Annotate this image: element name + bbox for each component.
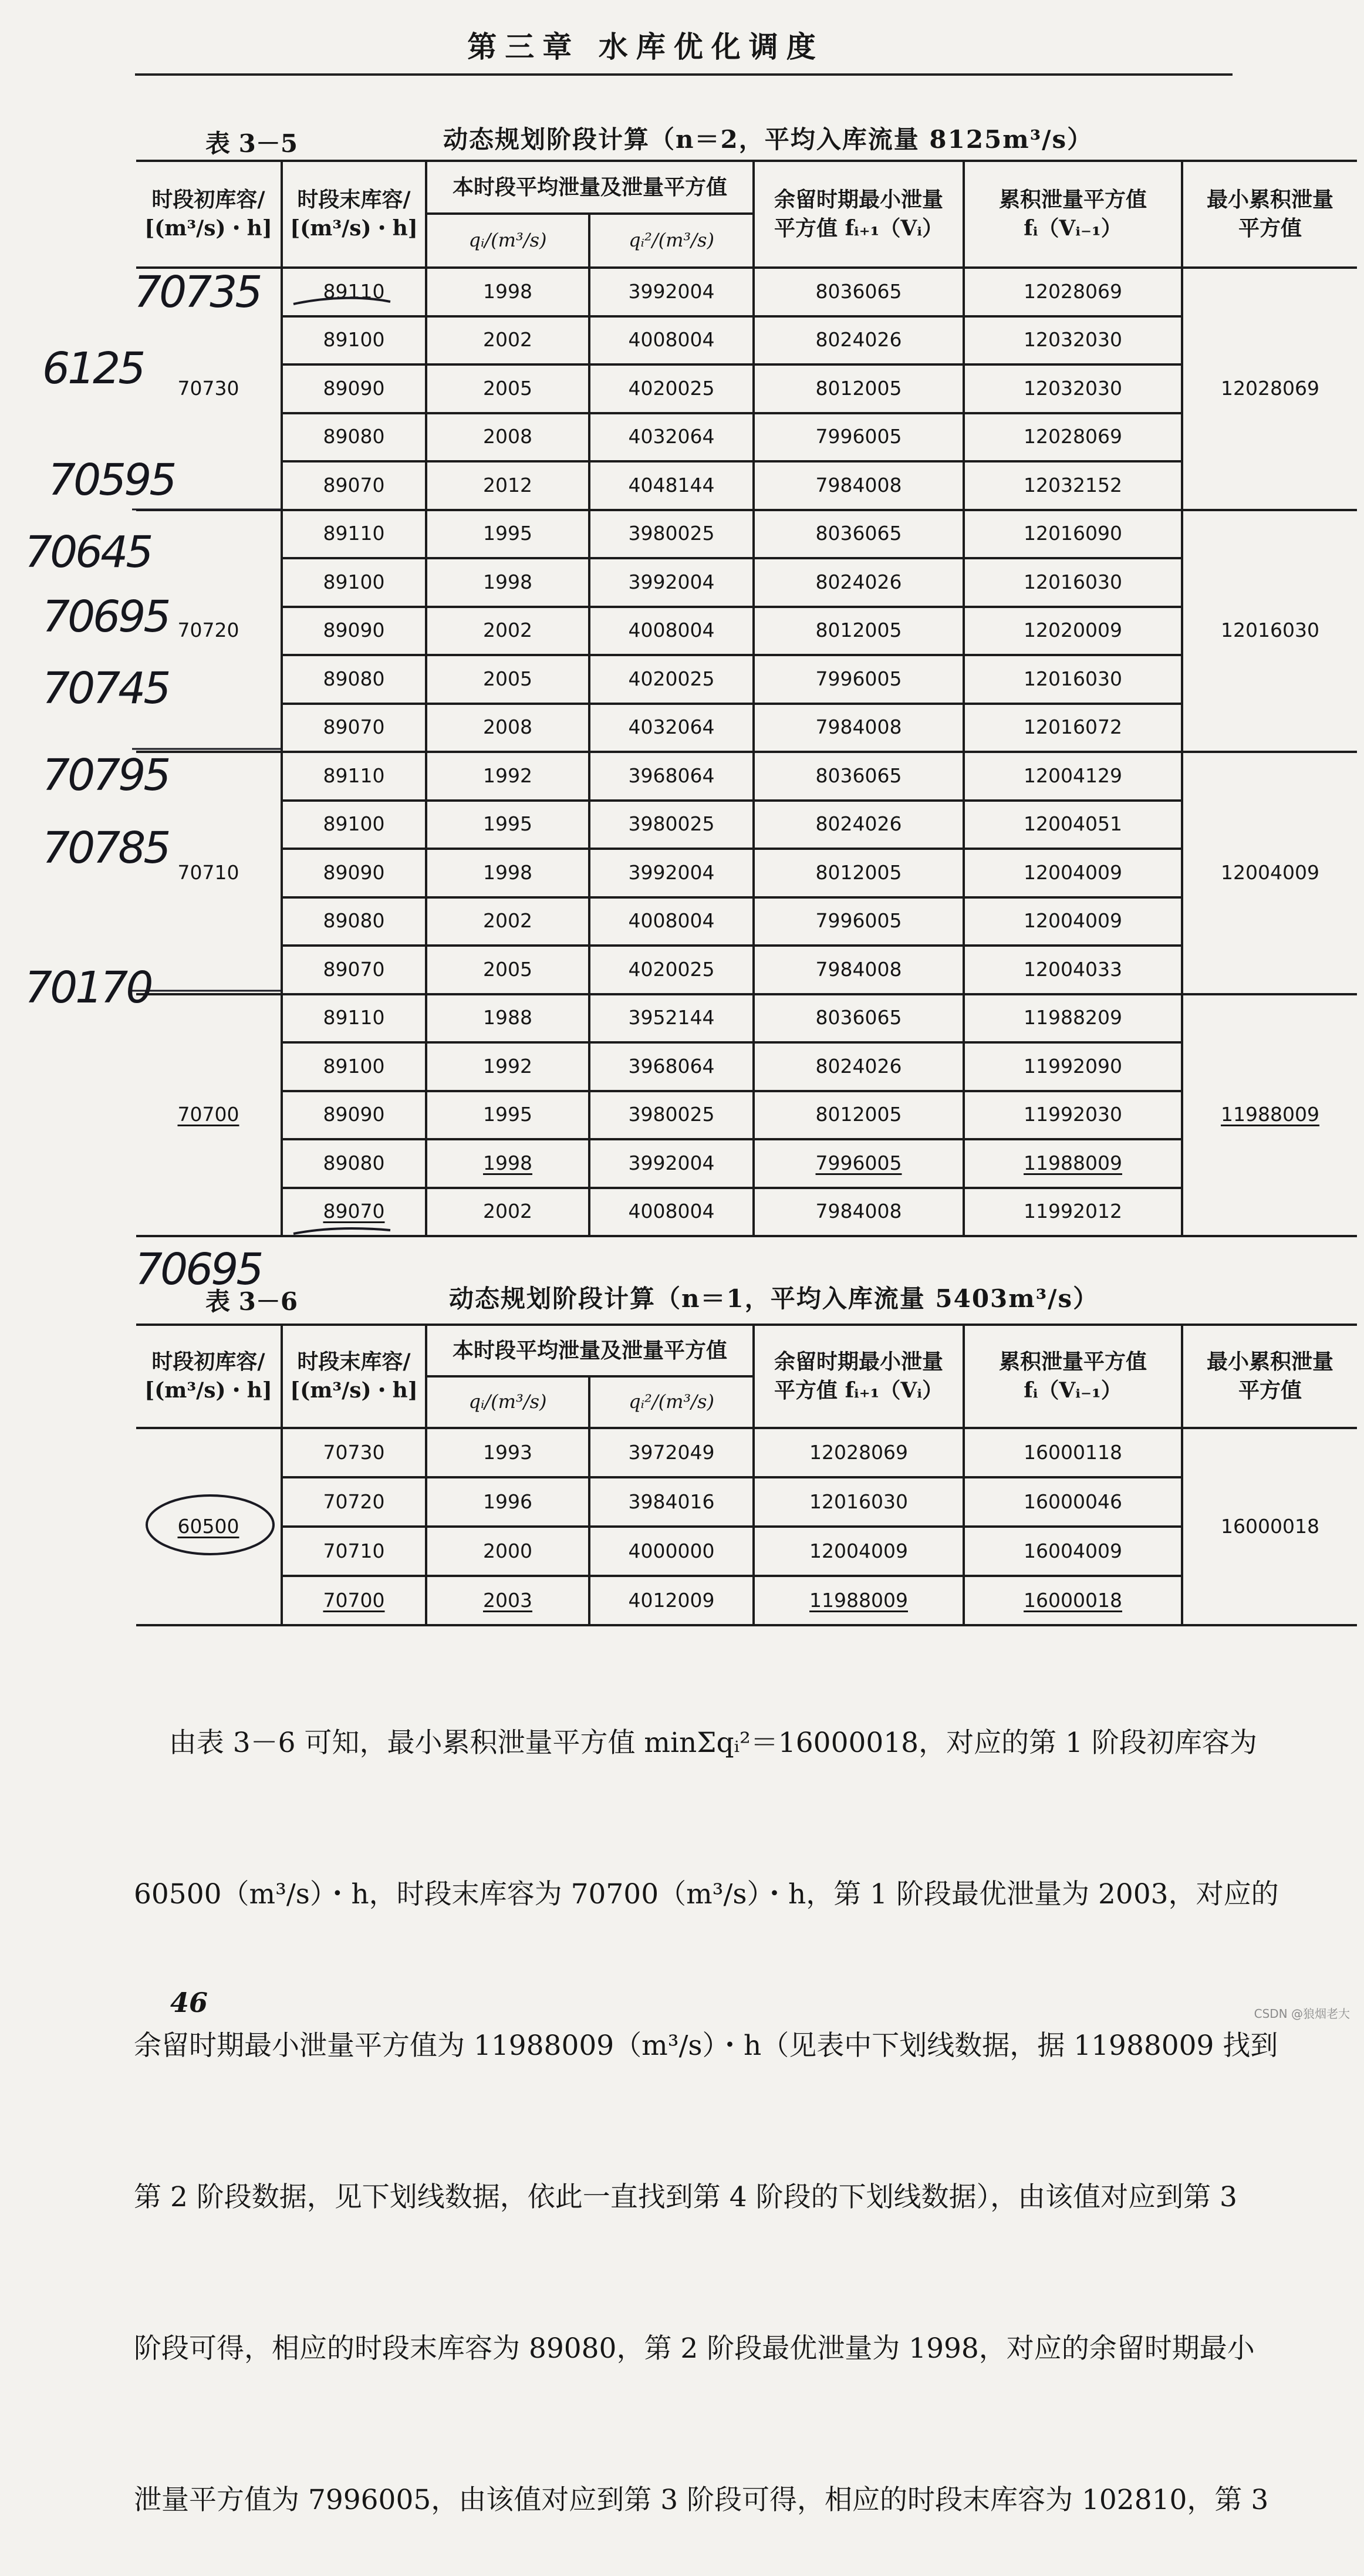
data-cell: 12028069 bbox=[964, 268, 1182, 316]
data-cell: 7984008 bbox=[754, 461, 964, 510]
data-cell: 8012005 bbox=[754, 607, 964, 656]
data-cell: 1995 bbox=[426, 510, 589, 559]
data-cell: 12032030 bbox=[964, 316, 1182, 365]
header-q: qᵢ/(m³/s) bbox=[426, 1376, 589, 1428]
data-cell: 11988009 bbox=[964, 1139, 1182, 1188]
data-cell: 2002 bbox=[426, 607, 589, 656]
data-cell: 12004033 bbox=[964, 946, 1182, 994]
data-cell: 12028069 bbox=[754, 1428, 964, 1477]
data-cell: 7996005 bbox=[754, 1139, 964, 1188]
table6-number: 表 3－6 bbox=[205, 1287, 298, 1316]
data-cell: 3968064 bbox=[589, 1042, 754, 1091]
data-cell: 89110 bbox=[282, 510, 426, 559]
data-cell: 2005 bbox=[426, 364, 589, 413]
data-cell: 89110 bbox=[282, 752, 426, 801]
data-cell: 16000118 bbox=[964, 1428, 1182, 1477]
min-cumulative-cell: 12016030 bbox=[1182, 510, 1357, 752]
header-end-storage: 时段末库容/ [(m³/s)・h] bbox=[282, 1325, 426, 1428]
header-min-cumulative: 最小累积泄量 平方值 bbox=[1182, 161, 1357, 268]
data-cell: 89070 bbox=[282, 704, 426, 752]
data-cell: 4008004 bbox=[589, 607, 754, 656]
data-cell: 3952144 bbox=[589, 994, 754, 1043]
data-cell: 1995 bbox=[426, 1091, 589, 1140]
start-storage-cell: 70710 bbox=[136, 752, 282, 994]
data-cell: 3980025 bbox=[589, 510, 754, 559]
data-cell: 12004009 bbox=[754, 1527, 964, 1576]
header-q: qᵢ/(m³/s) bbox=[426, 214, 589, 268]
data-cell: 12016030 bbox=[754, 1477, 964, 1527]
handwritten-note: 70785 bbox=[42, 823, 169, 873]
data-cell: 89090 bbox=[282, 364, 426, 413]
data-cell: 1992 bbox=[426, 752, 589, 801]
header-cumulative: 累积泄量平方值 fᵢ（Vᵢ₋₁） bbox=[964, 1325, 1182, 1428]
data-cell: 11992012 bbox=[964, 1188, 1182, 1237]
data-cell: 4020025 bbox=[589, 655, 754, 704]
data-cell: 11992090 bbox=[964, 1042, 1182, 1091]
data-cell: 2005 bbox=[426, 946, 589, 994]
data-cell: 2012 bbox=[426, 461, 589, 510]
min-cumulative-cell: 12028069 bbox=[1182, 268, 1357, 510]
data-cell: 89070 bbox=[282, 1188, 426, 1237]
watermark: CSDN @狼烟老大 bbox=[1254, 2007, 1350, 2021]
handwritten-note: 70745 bbox=[42, 663, 169, 714]
data-cell: 89090 bbox=[282, 607, 426, 656]
data-cell: 8024026 bbox=[754, 1042, 964, 1091]
header-cumulative: 累积泄量平方值 fᵢ（Vᵢ₋₁） bbox=[964, 161, 1182, 268]
data-cell: 12016090 bbox=[964, 510, 1182, 559]
header-q2: qᵢ²/(m³/s) bbox=[589, 1376, 754, 1428]
data-cell: 4008004 bbox=[589, 897, 754, 946]
data-cell: 1992 bbox=[426, 1042, 589, 1091]
page-number: 46 bbox=[170, 1987, 208, 2018]
data-cell: 3992004 bbox=[589, 558, 754, 607]
data-cell: 4032064 bbox=[589, 413, 754, 462]
data-cell: 3992004 bbox=[589, 849, 754, 897]
data-cell: 8036065 bbox=[754, 752, 964, 801]
data-cell: 8012005 bbox=[754, 1091, 964, 1140]
data-cell: 4020025 bbox=[589, 946, 754, 994]
para-line: 阶段可得，相应的时段末库容为 89080，第 2 阶段最优泄量为 1998，对应的余留时期最小 bbox=[134, 2332, 1255, 2365]
running-header: 第三章 水库优化调度 bbox=[467, 29, 824, 64]
table5-title: 动态规划阶段计算（n＝2，平均入库流量 8125m³/s） bbox=[443, 125, 1093, 154]
min-cumulative-cell: 11988009 bbox=[1182, 994, 1357, 1237]
header-remaining-min: 余留时期最小泄量 平方值 fᵢ₊₁（Vᵢ） bbox=[754, 161, 964, 268]
data-cell: 4012009 bbox=[589, 1576, 754, 1625]
data-cell: 7984008 bbox=[754, 704, 964, 752]
data-cell: 89080 bbox=[282, 413, 426, 462]
data-cell: 12004129 bbox=[964, 752, 1182, 801]
data-cell: 7984008 bbox=[754, 1188, 964, 1237]
data-cell: 16004009 bbox=[964, 1527, 1182, 1576]
handwritten-note: 70695 bbox=[135, 1244, 262, 1295]
data-cell: 7996005 bbox=[754, 897, 964, 946]
data-cell: 3992004 bbox=[589, 268, 754, 316]
data-cell: 8036065 bbox=[754, 268, 964, 316]
data-cell: 7984008 bbox=[754, 946, 964, 994]
start-storage-cell: 70730 bbox=[136, 268, 282, 510]
data-cell: 2005 bbox=[426, 655, 589, 704]
data-cell: 12032152 bbox=[964, 461, 1182, 510]
data-cell: 16000018 bbox=[964, 1576, 1182, 1625]
start-storage-cell: 70700 bbox=[136, 994, 282, 1237]
data-cell: 1988 bbox=[426, 994, 589, 1043]
data-cell: 8024026 bbox=[754, 801, 964, 849]
handwritten-note: 70735 bbox=[134, 267, 261, 318]
data-cell: 4000000 bbox=[589, 1527, 754, 1576]
data-cell: 11988009 bbox=[754, 1576, 964, 1625]
data-cell: 2003 bbox=[426, 1576, 589, 1625]
data-cell: 3980025 bbox=[589, 1091, 754, 1140]
data-cell: 70700 bbox=[282, 1576, 426, 1625]
data-cell: 1995 bbox=[426, 801, 589, 849]
data-cell: 3992004 bbox=[589, 1139, 754, 1188]
data-cell: 12020009 bbox=[964, 607, 1182, 656]
data-cell: 2002 bbox=[426, 316, 589, 365]
data-cell: 89080 bbox=[282, 897, 426, 946]
data-cell: 12016030 bbox=[964, 558, 1182, 607]
header-release: 本时段平均泄量及泄量平方值 bbox=[426, 161, 754, 214]
para-line: 由表 3－6 可知，最小累积泄量平方值 minΣqᵢ²＝16000018，对应的第 1 阶段初库容为 bbox=[134, 1727, 1257, 1759]
data-cell: 12016072 bbox=[964, 704, 1182, 752]
handwritten-note: 70595 bbox=[48, 455, 175, 505]
data-cell: 89090 bbox=[282, 849, 426, 897]
data-cell: 89090 bbox=[282, 1091, 426, 1140]
data-cell: 2002 bbox=[426, 897, 589, 946]
data-cell: 89110 bbox=[282, 994, 426, 1043]
data-cell: 8012005 bbox=[754, 849, 964, 897]
data-cell: 7996005 bbox=[754, 655, 964, 704]
data-cell: 8036065 bbox=[754, 510, 964, 559]
data-cell: 3980025 bbox=[589, 801, 754, 849]
data-cell: 3968064 bbox=[589, 752, 754, 801]
data-cell: 89100 bbox=[282, 801, 426, 849]
data-cell: 2002 bbox=[426, 1188, 589, 1237]
data-cell: 12004009 bbox=[964, 849, 1182, 897]
data-cell: 1998 bbox=[426, 558, 589, 607]
data-cell: 89080 bbox=[282, 1139, 426, 1188]
data-cell: 89100 bbox=[282, 558, 426, 607]
table5-number: 表 3－5 bbox=[205, 129, 298, 158]
data-cell: 89100 bbox=[282, 316, 426, 365]
data-cell: 11992030 bbox=[964, 1091, 1182, 1140]
data-cell: 7996005 bbox=[754, 413, 964, 462]
data-cell: 4008004 bbox=[589, 316, 754, 365]
data-cell: 89080 bbox=[282, 655, 426, 704]
header-start-storage: 时段初库容/ [(m³/s)・h] bbox=[136, 1325, 282, 1428]
data-cell: 3972049 bbox=[589, 1428, 754, 1477]
data-cell: 89070 bbox=[282, 946, 426, 994]
data-cell: 1998 bbox=[426, 849, 589, 897]
start-storage-cell: 60500 bbox=[136, 1428, 282, 1625]
start-storage-cell: 70720 bbox=[136, 510, 282, 752]
data-cell: 4048144 bbox=[589, 461, 754, 510]
data-cell: 4032064 bbox=[589, 704, 754, 752]
para-line: 60500（m³/s）・h，时段末库容为 70700（m³/s）・h，第 1 阶段最优泄量为 2003，对应的 bbox=[134, 1878, 1279, 1910]
para-line: 余留时期最小泄量平方值为 11988009（m³/s）・h（见表中下划线数据，据 11988009 找到 bbox=[134, 2030, 1278, 2062]
table6-title: 动态规划阶段计算（n＝1，平均入库流量 5403m³/s） bbox=[449, 1284, 1099, 1313]
data-cell: 11988209 bbox=[964, 994, 1182, 1043]
data-cell: 1996 bbox=[426, 1477, 589, 1527]
data-cell: 12004051 bbox=[964, 801, 1182, 849]
data-cell: 8036065 bbox=[754, 994, 964, 1043]
data-cell: 16000046 bbox=[964, 1477, 1182, 1527]
data-cell: 2008 bbox=[426, 704, 589, 752]
data-cell: 4008004 bbox=[589, 1188, 754, 1237]
data-cell: 70720 bbox=[282, 1477, 426, 1527]
data-cell: 3984016 bbox=[589, 1477, 754, 1527]
para-line: 泄量平方值为 7996005，由该值对应到第 3 阶段可得，相应的时段末库容为 102810，第 3 bbox=[134, 2484, 1269, 2516]
data-cell: 4020025 bbox=[589, 364, 754, 413]
para-line: 第 2 阶段数据，见下划线数据，依此一直找到第 4 阶段的下划线数据），由该值对应到第 3 bbox=[134, 2181, 1237, 2213]
data-cell: 1993 bbox=[426, 1428, 589, 1477]
data-cell: 8024026 bbox=[754, 316, 964, 365]
data-cell: 12004009 bbox=[964, 897, 1182, 946]
handwritten-note: 70645 bbox=[25, 527, 151, 578]
data-cell: 8012005 bbox=[754, 364, 964, 413]
data-cell: 1998 bbox=[426, 1139, 589, 1188]
data-cell: 2008 bbox=[426, 413, 589, 462]
data-cell: 89100 bbox=[282, 1042, 426, 1091]
min-cumulative-cell: 16000018 bbox=[1182, 1428, 1357, 1625]
data-cell: 2000 bbox=[426, 1527, 589, 1576]
data-cell: 12028069 bbox=[964, 413, 1182, 462]
header-release: 本时段平均泄量及泄量平方值 bbox=[426, 1325, 754, 1376]
data-cell: 89110 bbox=[282, 268, 426, 316]
data-cell: 12016030 bbox=[964, 655, 1182, 704]
min-cumulative-cell: 12004009 bbox=[1182, 752, 1357, 994]
data-cell: 12032030 bbox=[964, 364, 1182, 413]
handwritten-note: 70170 bbox=[25, 963, 151, 1013]
header-min-cumulative: 最小累积泄量 平方值 bbox=[1182, 1325, 1357, 1428]
data-cell: 89070 bbox=[282, 461, 426, 510]
header-start-storage: 时段初库容/ [(m³/s)・h] bbox=[136, 161, 282, 268]
header-remaining-min: 余留时期最小泄量 平方值 fᵢ₊₁（Vᵢ） bbox=[754, 1325, 964, 1428]
handwritten-note: 70695 bbox=[42, 592, 169, 642]
data-cell: 70710 bbox=[282, 1527, 426, 1576]
handwritten-note: 6125 bbox=[42, 343, 144, 394]
data-cell: 70730 bbox=[282, 1428, 426, 1477]
data-cell: 8024026 bbox=[754, 558, 964, 607]
data-cell: 1998 bbox=[426, 268, 589, 316]
handwritten-note: 70795 bbox=[42, 750, 169, 801]
header-q2: qᵢ²/(m³/s) bbox=[589, 214, 754, 268]
header-end-storage: 时段末库容/ [(m³/s)・h] bbox=[282, 161, 426, 268]
